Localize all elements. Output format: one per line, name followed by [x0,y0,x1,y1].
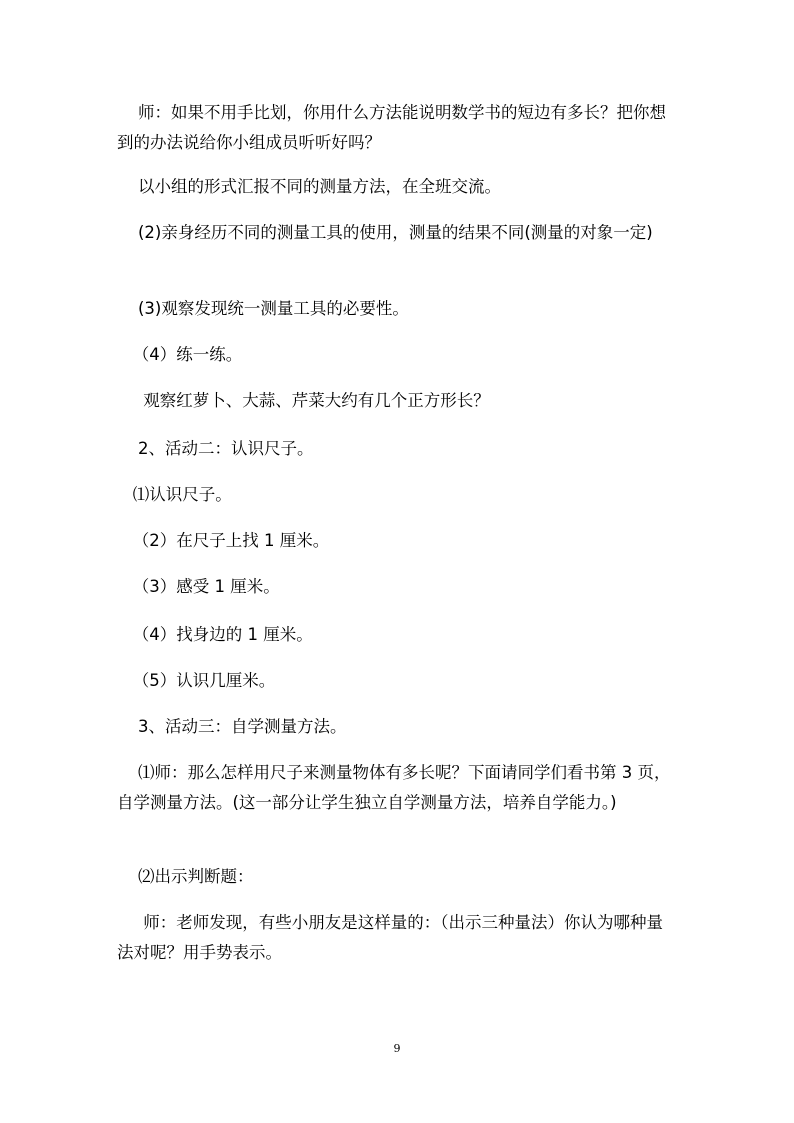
paragraph-observe-unified: (3)观察发现统一测量工具的必要性。 [117,299,409,318]
paragraph-judgement: ⑵出示判断题： [117,867,254,886]
paragraph-group-report: 以小组的形式汇报不同的测量方法，在全班交流。 [117,177,501,196]
paragraph-teacher-question: 师：如果不用手比划，你用什么方法能说明数学书的短边有多长？把你想到的办法说给你小组成员听听好吗？ [117,103,666,152]
paragraph-observe-vegetables: 观察红萝卜、大蒜、芹菜大约有几个正方形长？ [117,391,490,410]
paragraph-feel-1cm: （3）感受 1 厘米。 [117,577,280,596]
paragraph-find-around-1cm: （4）找身边的 1 厘米。 [117,625,313,644]
paragraph-teacher-found: 师：老师发现，有些小朋友是这样量的：（出示三种量法）你认为哪种量法对呢？用手势表示。 [117,913,663,962]
paragraph-find-1cm: （2）在尺子上找 1 厘米。 [117,531,330,550]
paragraph-self-study: ⑴师：那么怎样用尺子来测量物体有多长呢？下面请同学们看书第 3 页，自学测量方法。(这一部分让学生独立自学测量方法，培养自学能力。) [117,763,671,812]
page-number: 9 [393,1042,401,1055]
paragraph-experience-tools: (2)亲身经历不同的测量工具的使用，测量的结果不同(测量的对象一定) [117,223,653,242]
paragraph-know-cm: （5）认识几厘米。 [117,671,276,690]
paragraph-activity-two: 2、活动二：认识尺子。 [117,439,314,458]
paragraph-practice: （4）练一练。 [117,345,243,364]
paragraph-know-ruler: ⑴认识尺子。 [117,485,232,504]
paragraph-activity-three: 3、活动三：自学测量方法。 [117,717,347,736]
